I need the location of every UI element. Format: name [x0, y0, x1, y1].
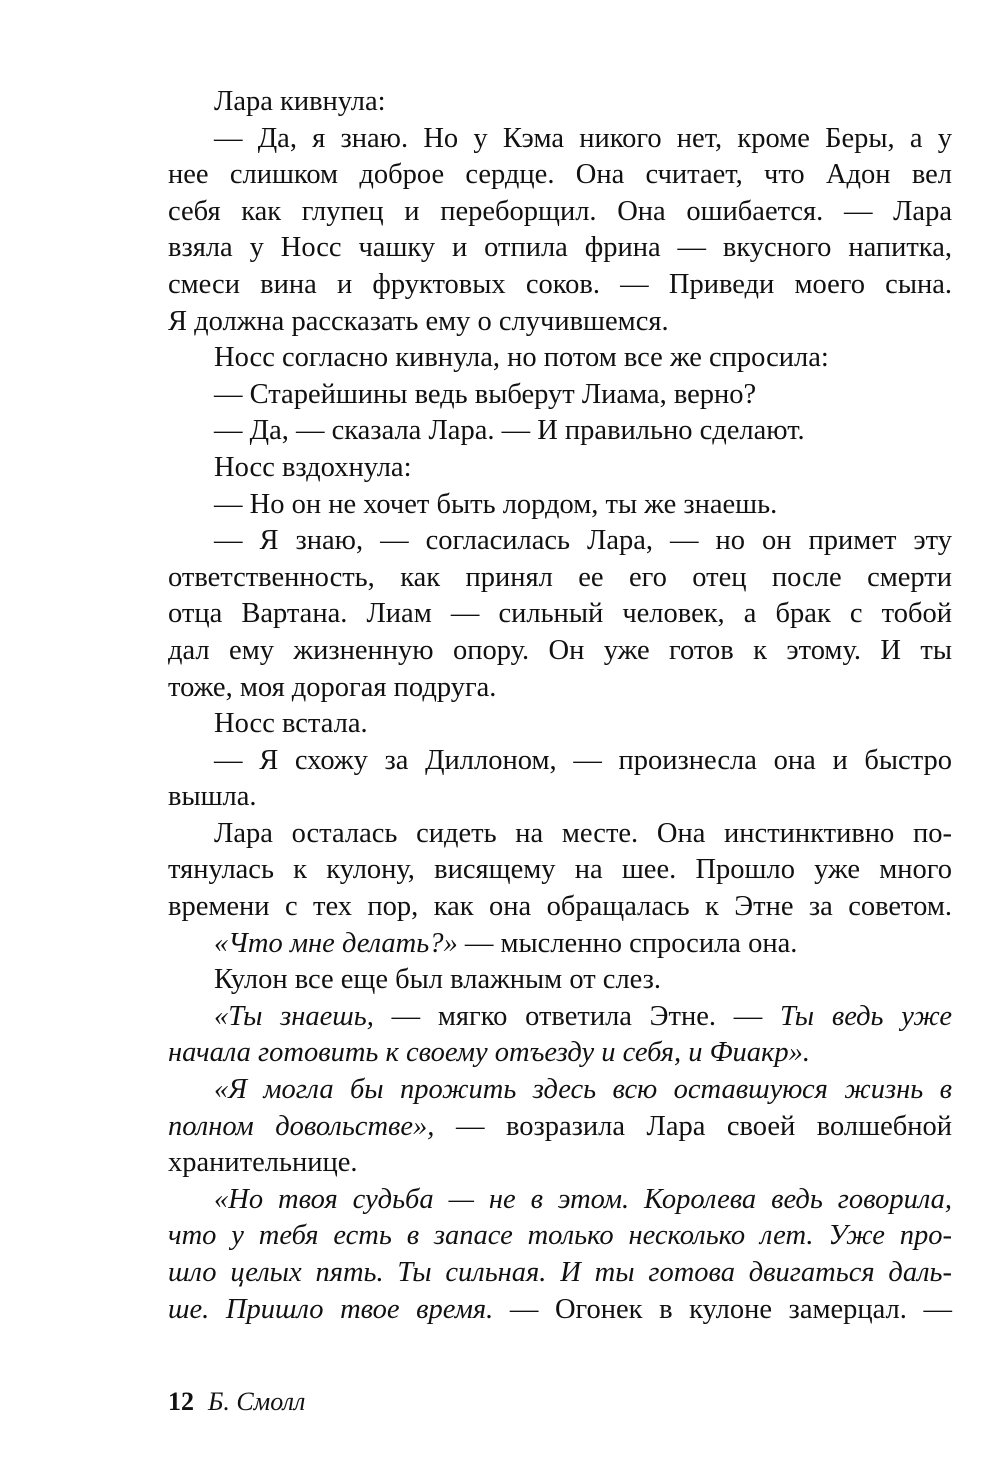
text-line — [168, 121, 952, 158]
text-span: тянулась к кулону, висящему на шее. Прошло уже много — [168, 854, 952, 886]
page-footer — [168, 1385, 305, 1419]
text-span-italic: начала готовить к своему отъезду и себя, и Фиакр». — [168, 1037, 811, 1069]
text-line — [168, 1292, 952, 1329]
text-span: — Огонек в кулоне замерцал. — — [493, 1293, 952, 1325]
text-span: Носс встала. — [214, 708, 368, 740]
text-span: Я должна рассказать ему о случившемся. — [168, 305, 669, 337]
text-span: хранительнице. — [168, 1147, 358, 1179]
text-line — [168, 267, 952, 304]
text-line — [168, 450, 952, 487]
text-line — [168, 779, 952, 816]
text-span-italic: ше. Пришло твое время. — [168, 1293, 494, 1325]
text-line — [168, 304, 952, 341]
text-line — [168, 1182, 952, 1219]
text-line — [168, 596, 952, 633]
text-span: нее слишком доброе сердце. Она считает, что Адон вел — [168, 159, 952, 191]
text-span-italic: «Я могла бы прожить здесь всю оставшуюся жизнь в — [214, 1074, 952, 1106]
text-line — [168, 377, 952, 414]
text-span-italic: Ты ведь уже — [779, 1000, 952, 1032]
text-span: — мягко ответила Этне. — — [373, 1000, 780, 1032]
text-span-italic: шло целых пять. Ты сильная. И ты готова двигаться даль- — [168, 1257, 952, 1288]
text-span: — Да, я знаю. Но у Кэма никого нет, кроме Беры, а у — [214, 122, 952, 154]
text-line — [168, 1109, 952, 1146]
text-line — [168, 1218, 952, 1255]
text-line — [168, 1145, 952, 1182]
text-line — [168, 706, 952, 743]
text-line — [168, 999, 952, 1036]
text-span: — Я схожу за Диллоном, — произнесла она и быстро — [214, 744, 952, 776]
text-line — [168, 852, 952, 889]
text-span: ответственность, как принял ее его отец после смерти — [168, 561, 952, 593]
text-span: — Но он не хочет быть лордом, ты же знаешь. — [214, 488, 778, 520]
text-line — [168, 230, 952, 267]
text-line — [168, 487, 952, 524]
text-span: — Да, — сказала Лара. — И правильно сделают. — [214, 415, 805, 447]
text-span: — Я знаю, — согласилась Лара, — но он примет эту — [214, 525, 952, 557]
running-head-author: Б. Смолл — [208, 1387, 306, 1416]
text-span: — Старейшины ведь выберут Лиама, верно? — [214, 378, 757, 410]
text-span: отца Вартана. Лиам — сильный человек, а брак с тобой — [168, 598, 952, 630]
text-span: смеси вина и фруктовых соков. — Приведи моего сына. — [168, 268, 952, 300]
page-number: 12 — [168, 1387, 194, 1416]
text-span: Лара осталась сидеть на месте. Она инстинктивно по- — [214, 817, 952, 849]
text-line — [168, 816, 952, 853]
page-body — [168, 84, 952, 1328]
text-span: Лара кивнула: — [214, 86, 386, 117]
text-line — [168, 523, 952, 560]
text-line — [168, 926, 952, 963]
text-line — [168, 743, 952, 780]
text-line — [168, 340, 952, 377]
text-line — [168, 889, 952, 926]
text-span: времени с тех пор, как она обращалась к Этне за советом. — [168, 891, 952, 923]
text-line — [168, 560, 952, 597]
text-line — [168, 84, 952, 121]
text-span: Носс вздохнула: — [214, 451, 412, 483]
text-span-italic: «Но твоя судьба — не в этом. Королева ведь говорила, — [214, 1183, 952, 1215]
text-span-italic: что у тебя есть в запасе только несколько лет. Уже про- — [168, 1220, 952, 1252]
text-line — [168, 1255, 952, 1292]
text-span: дал ему жизненную опору. Он уже готов к этому. И ты — [168, 634, 952, 666]
text-span: тоже, моя дорогая подруга. — [168, 671, 497, 703]
text-span: взяла у Носс чашку и отпила фрина — вкусного напитка, — [168, 232, 952, 264]
text-line — [168, 1072, 952, 1109]
text-span-italic: «Ты знаешь, — [214, 1000, 374, 1032]
text-span: себя как глупец и переборщил. Она ошибается. — Лара — [168, 195, 952, 227]
text-span: — возразила Лара своей волшебной — [434, 1110, 952, 1142]
text-span: Кулон все еще был влажным от слез. — [214, 964, 662, 996]
text-line — [168, 157, 952, 194]
text-line — [168, 413, 952, 450]
text-span: вышла. — [168, 781, 257, 813]
text-line — [168, 962, 952, 999]
text-line — [168, 1035, 952, 1072]
text-span: — мысленно спросила она. — [457, 927, 798, 959]
text-span-italic: «Что мне делать?» — [214, 927, 458, 959]
text-span-italic: полном довольстве», — [168, 1110, 435, 1142]
text-line — [168, 670, 952, 707]
text-line — [168, 633, 952, 670]
text-line — [168, 194, 952, 231]
text-span: Носс согласно кивнула, но потом все же спросила: — [214, 342, 829, 374]
